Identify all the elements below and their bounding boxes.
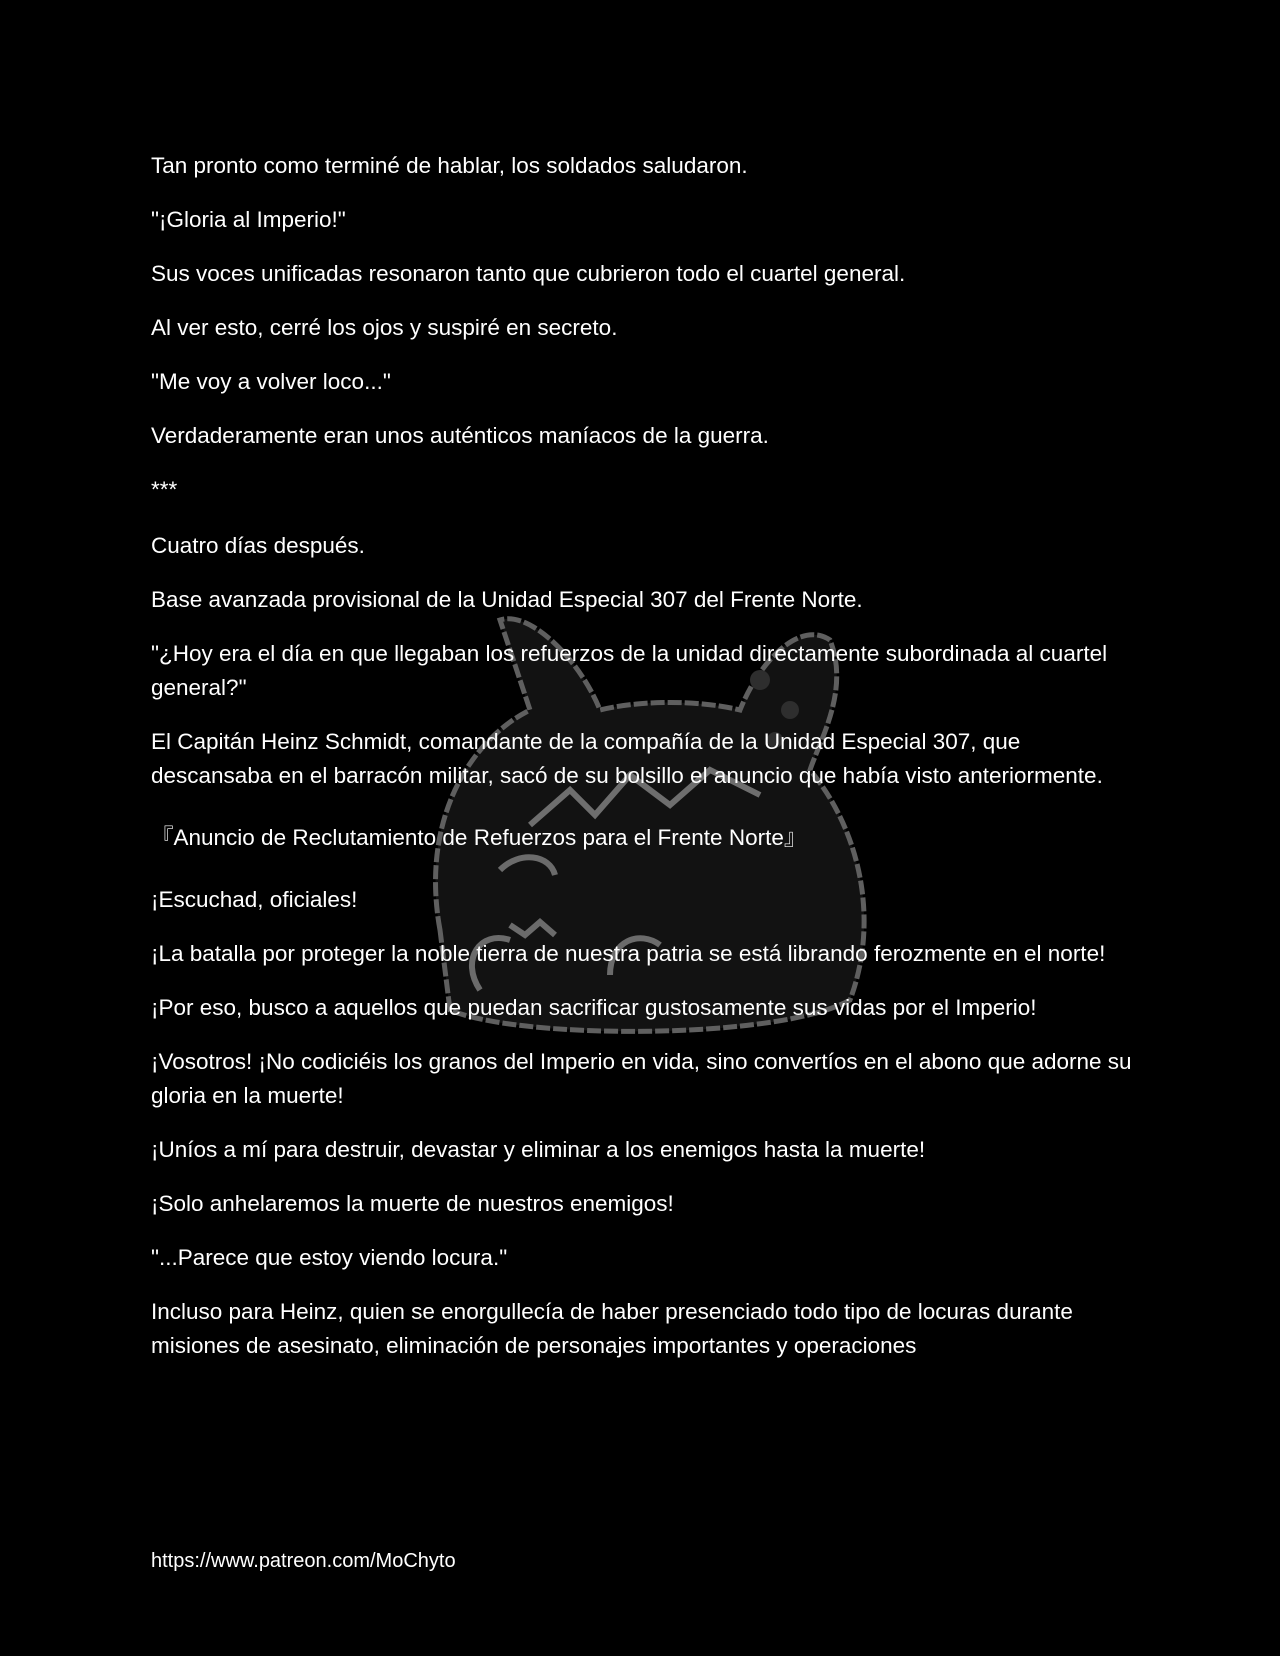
paragraph: Sus voces unificadas resonaron tanto que cubrieron todo el cuartel general.: [151, 261, 906, 286]
patreon-link[interactable]: https://www.patreon.com/MoChyto: [151, 1550, 456, 1572]
notice-title: 『Anuncio de Reclutamiento de Refuerzos para el Frente Norte』: [151, 825, 807, 850]
paragraph: ¡Vosotros! ¡No codiciéis los granos del Imperio en vida, sino convertíos en el abono que adorne su gloria en la muerte!: [151, 1049, 1132, 1108]
scene-break: ***: [151, 477, 178, 502]
paragraph: Base avanzada provisional de la Unidad Especial 307 del Frente Norte.: [151, 587, 863, 612]
paragraph: ¡Escuchad, oficiales!: [151, 887, 358, 912]
paragraph: Al ver esto, cerré los ojos y suspiré en secreto.: [151, 315, 618, 340]
paragraph: Cuatro días después.: [151, 533, 365, 558]
paragraph: Verdaderamente eran unos auténticos maníacos de la guerra.: [151, 423, 769, 448]
paragraph: Incluso para Heinz, quien se enorgullecía de haber presenciado todo tipo de locuras durante misiones de asesinato, eliminación de personajes importantes y operaciones: [151, 1299, 1073, 1358]
paragraph: "Me voy a volver loco...": [151, 369, 391, 394]
paragraph: ¡La batalla por proteger la noble tierra de nuestra patria se está librando ferozmente en el norte!: [151, 941, 1106, 966]
paragraph: "¿Hoy era el día en que llegaban los refuerzos de la unidad directamente subordinada al cuartel general?": [151, 641, 1108, 700]
chapter-text: [151, 149, 1141, 1383]
paragraph: ¡Uníos a mí para destruir, devastar y eliminar a los enemigos hasta la muerte!: [151, 1137, 926, 1162]
paragraph: "¡Gloria al Imperio!": [151, 207, 346, 232]
paragraph: "...Parece que estoy viendo locura.": [151, 1245, 508, 1270]
paragraph: El Capitán Heinz Schmidt, comandante de la compañía de la Unidad Especial 307, que descansaba en el barracón militar, sacó de su bolsillo el anuncio que había visto anteriormente.: [151, 729, 1103, 788]
paragraph: ¡Por eso, busco a aquellos que puedan sacrificar gustosamente sus vidas por el Imperio!: [151, 995, 1037, 1020]
paragraph: Tan pronto como terminé de hablar, los soldados saludaron.: [151, 153, 748, 178]
paragraph: ¡Solo anhelaremos la muerte de nuestros enemigos!: [151, 1191, 674, 1216]
